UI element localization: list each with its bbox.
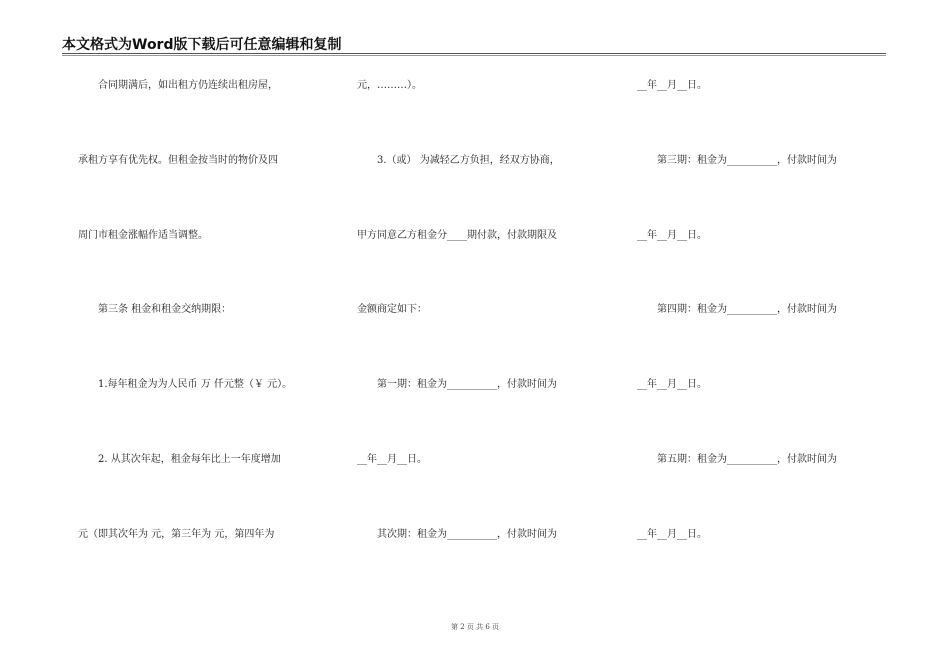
text-line: 第三条 租金和租金交纳期限： (78, 304, 232, 315)
text-line: 其次期：租金为__________，付款时间为 (357, 529, 557, 540)
header-rule (62, 53, 886, 54)
text-line: __年__月__日。 (637, 379, 707, 390)
header-rule-thin (62, 55, 886, 56)
text-line: __年__月__日。 (637, 529, 707, 540)
text-line: 2. 从其次年起，租金每年比上一年度增加 (78, 454, 281, 465)
text-line: 元，………）。 (357, 80, 422, 91)
text-line: __年__月__日。 (357, 454, 427, 465)
text-line: 第三期：租金为__________，付款时间为 (637, 155, 837, 166)
text-line: 第四期：租金为__________，付款时间为 (637, 304, 837, 315)
text-line: 元（即其次年为 元，第三年为 元，第四年为 (78, 529, 275, 540)
text-line: __年__月__日。 (637, 230, 707, 241)
text-line: 第五期：租金为__________，付款时间为 (637, 454, 837, 465)
text-line: 3.（或） 为减轻乙方负担，经双方协商， (357, 155, 560, 166)
text-line: 周门市租金涨幅作适当调整。 (78, 230, 208, 241)
text-line: 1.每年租金为为人民币 万 仟元整（￥ 元）。 (78, 379, 293, 390)
text-line: 合同期满后，如出租方仍连续出租房屋， (78, 80, 278, 91)
text-line: 金额商定如下： (357, 304, 427, 315)
document-header-title: 本文格式为Word版下载后可任意编辑和复制 (62, 37, 342, 53)
text-line: 第一期：租金为__________，付款时间为 (357, 379, 557, 390)
page-number-footer: 第 2 页 共 6 页 (450, 623, 500, 631)
text-line: __年__月__日。 (637, 80, 707, 91)
text-line: 承租方享有优先权。但租金按当时的物价及四 (78, 155, 278, 166)
text-line: 甲方同意乙方租金分____期付款，付款期限及 (357, 230, 557, 241)
